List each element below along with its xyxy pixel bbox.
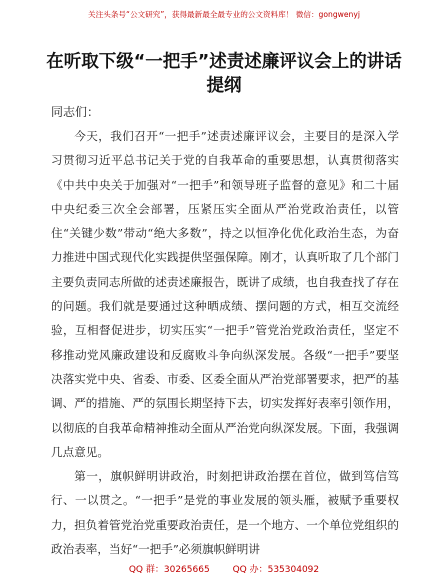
document-body bbox=[51, 124, 399, 561]
promo-banner: 关注头条号“公文研究”，获得最新最全最专业的公文资料库！ 微信：gongwenyj bbox=[88, 10, 360, 19]
body-paragraph-intro: 今天，我们召开“一把手”述责述廉评议会，主要目的是深入学习贯彻习近平总书记关于党的自我革命的重要思想，认真贯彻落实《中共中央关于加强对“一把手”和领导班子监督的意见》和二十届中央纪委三次全会部署，压紧压实全面从严治党政治责任，以管住“关键少数”带动“绝大多数”，持之以恒净化优化政治生态，为奋力推进中国式现代化实践提供坚强保障。刚才，认真听取了几个部门主要负责同志所做的述责述廉报告，既讲了成绩，也自我查找了存在的问题。我们就是要通过这种晒成绩、摆问题的方式，相互交流经验，互相督促进步，切实压实“一把手”管党治党政治责任，坚定不移推动党风廉政建设和反腐败斗争向纵深发展。各级“一把手”要坚决落实党中央、省委、市委、区委全面从严治党部署要求，把严的基调、严的措施、严的氛围长期坚持下去，切实发挥好表率引领作用，以彻底的自我革命精神推动全面从严治党向纵深发展。下面，我强调几点意见。 bbox=[51, 129, 399, 459]
document-greeting: 同志们： bbox=[51, 105, 100, 119]
footer-qq-group: QQ 群：30265665 bbox=[128, 565, 210, 575]
footer-qq-office: QQ 办：535304092 bbox=[232, 565, 320, 575]
footer-contact bbox=[0, 562, 448, 575]
body-paragraph-first-point: 第一，旗帜鲜明讲政治，时刻把讲政治摆在首位，做到笃信笃行、一以贯之。“一把手”是党的事业发展的领头雁，被赋予重要权力，担负着管党治党重要政治责任，是一个地方、一个单位党组织的政治表率，当好“一把手”必须旗帜鲜明讲 bbox=[51, 469, 399, 557]
document-title: 在听取下级“一把手”述责述廉评议会上的讲话提纲 bbox=[46, 52, 402, 96]
